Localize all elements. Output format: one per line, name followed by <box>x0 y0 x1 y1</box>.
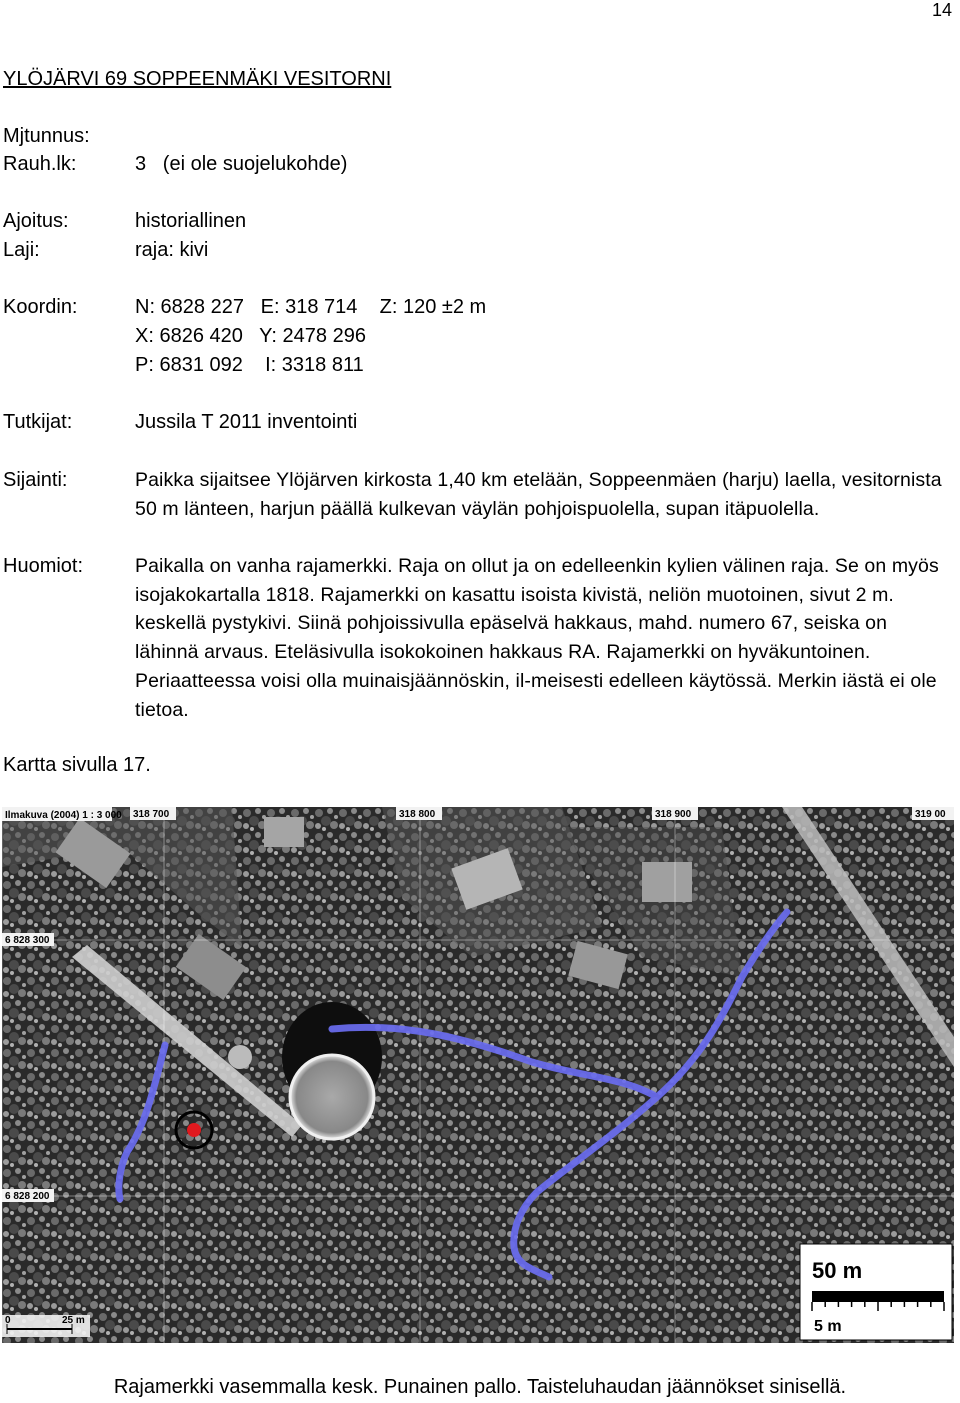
page-number: 14 <box>931 0 952 20</box>
scale-bar-5m: 5 m <box>814 1318 842 1335</box>
mini-scale <box>2 1315 90 1337</box>
document-title: YLÖJÄRVI 69 SOPPEENMÄKI VESITORNI <box>3 68 392 90</box>
ajoitus-label: Ajoitus: <box>3 210 69 232</box>
map-reference: Kartta sivulla 17. <box>3 754 151 776</box>
koordin-line-3: P: 6831 092 I: 3318 811 <box>135 354 364 376</box>
y-grid-label: 6 828 200 <box>5 1191 50 1202</box>
koordin-line-1: N: 6828 227 E: 318 714 Z: 120 ±2 m <box>135 296 487 318</box>
aerial-map <box>2 807 954 1343</box>
tutkijat-label: Tutkijat: <box>3 411 73 433</box>
koordin-line-2: X: 6826 420 Y: 2478 296 <box>135 325 366 347</box>
scale-bar <box>800 1244 952 1340</box>
building <box>642 862 692 902</box>
x-grid-label: 319 00 <box>915 809 946 820</box>
map-caption: Rajamerkki vasemmalla kesk. Punainen pallo. Taisteluhaudan jäännökset sinisellä. <box>113 1376 847 1398</box>
laji-label: Laji: <box>3 239 40 261</box>
y-grid-label: 6 828 300 <box>5 935 50 946</box>
ajoitus-value: historiallinen <box>135 210 247 232</box>
laji-value: raja: kivi <box>135 239 209 261</box>
scale-bar-50m: 50 m <box>812 1258 863 1283</box>
boundary-stone-marker <box>187 1123 201 1137</box>
x-grid-label: 318 800 <box>399 809 436 820</box>
koordin-label: Koordin: <box>3 296 78 318</box>
water-tower <box>290 1055 374 1139</box>
x-grid-label: 318 700 <box>133 809 170 820</box>
mini-scale-25: 25 m <box>62 1315 85 1326</box>
mjtunnus-label: Mjtunnus: <box>3 125 90 147</box>
mini-scale-zero: 0 <box>5 1315 11 1326</box>
sijainti-label: Sijainti: <box>3 469 68 491</box>
source-label: Ilmakuva (2004) 1 : 3 000 <box>5 810 122 821</box>
huomiot-text: Paikalla on vanha rajamerkki. Raja on ollut ja on edelleenkin kylien välinen raja. Se on myös isojakokartalla 1818. Rajamerkki on kasattu isoista kivistä, neliön muotoinen, sivut 2 m. keskellä pystykivi. Siinä pohjoissivulla epäselvä hakkaus, mahd. numero 67, seiska on lähinnä arvaus. Eteläsivulla isokokoinen hakkaus RA. Rajamerkki on hyväkuntoinen. Periaatteessa voisi olla muinaisjäännöskin, il-meisesti edelleen käytössä. Merkin iästä ei ole tietoa. <box>135 555 939 721</box>
tutkijat-value: Jussila T 2011 inventointi <box>135 411 358 433</box>
x-grid-label: 318 900 <box>655 809 692 820</box>
huomiot-label: Huomiot: <box>3 555 84 577</box>
rauhlk-label: Rauh.lk: <box>3 153 77 175</box>
building <box>264 817 304 847</box>
sijainti-text: Paikka sijaitsee Ylöjärven kirkosta 1,40 km etelään, Soppeenmäen (harju) laella, vesitornista 50 m länteen, harjun päällä kulkevan väylän pohjoispuolella, supan itäpuolella. <box>135 469 942 520</box>
rauhlk-value: 3 (ei ole suojelukohde) <box>135 153 348 175</box>
small-round-structure <box>228 1045 252 1069</box>
